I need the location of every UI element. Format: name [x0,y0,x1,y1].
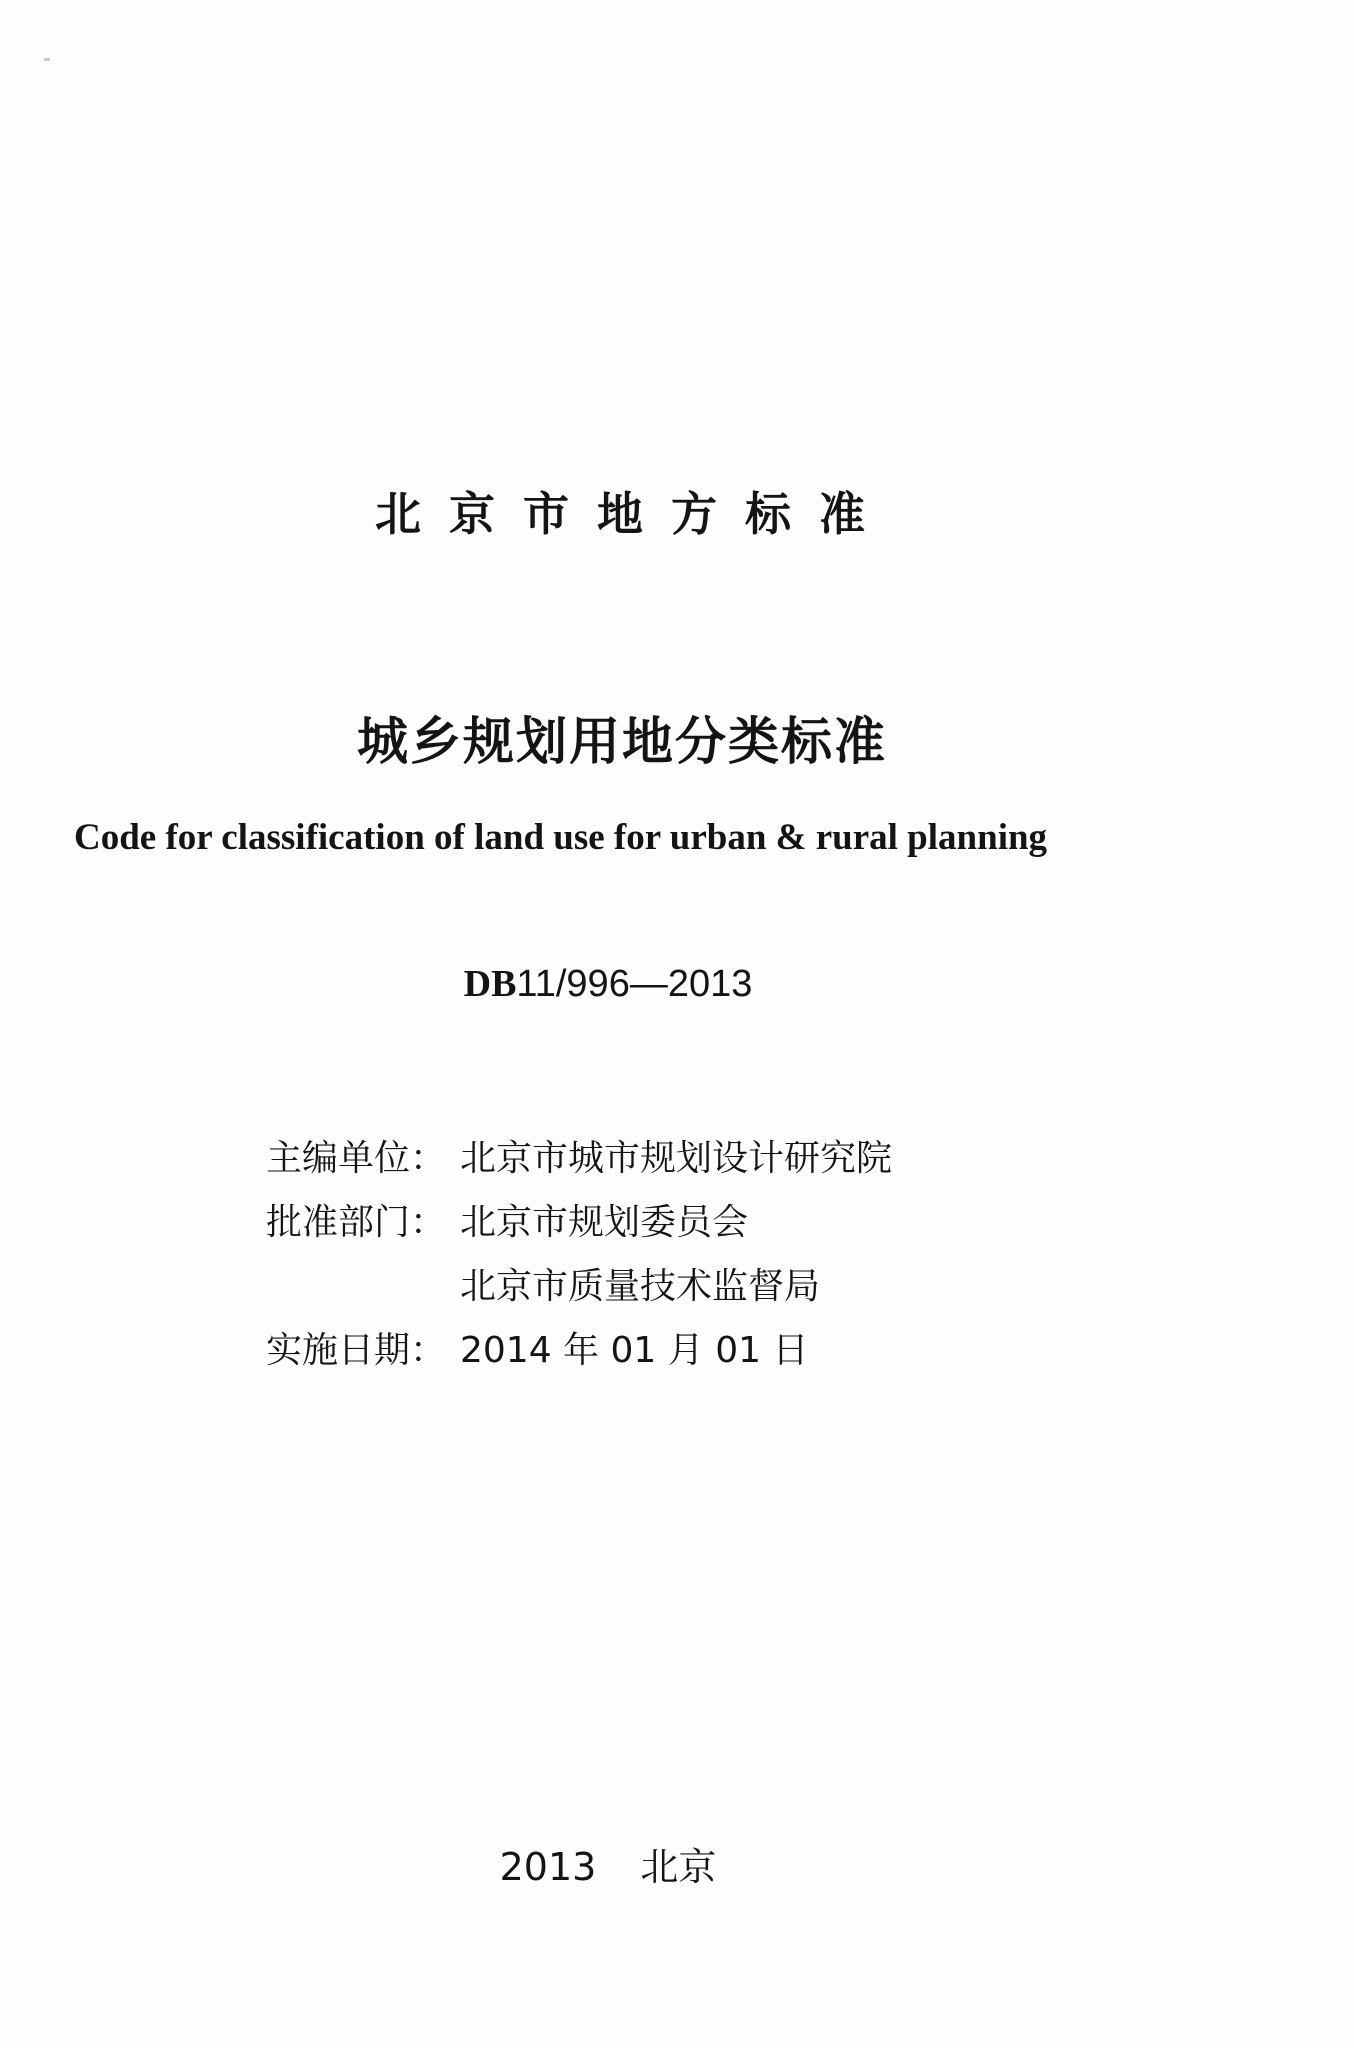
approver-label-spacer [266,1255,460,1319]
editor-row [266,1127,892,1191]
series-title: 北京市地方标准 [375,487,893,541]
editor-label: 主编单位： [266,1138,447,1179]
date-label: 实施日期： [266,1330,447,1371]
scan-speck [44,58,50,61]
standard-number [0,962,1354,1006]
editor-value: 北京市城市规划设计研究院 [460,1138,893,1179]
date-row [266,1319,892,1383]
approver-label: 批准部门： [266,1202,447,1243]
publication-footer [0,1836,1354,1891]
standard-number-prefix: DB [463,963,517,1005]
publication-info [266,1127,892,1383]
approver-row [266,1191,892,1255]
footer-place: 北京 [640,1845,717,1889]
approver-value-1: 北京市规划委员会 [460,1202,749,1243]
footer-year: 2013 [499,1845,597,1889]
standard-number-code: 11/996—2013 [516,963,753,1005]
date-value: 2014 年 01 月 01 日 [460,1330,809,1371]
approver-value-2: 北京市质量技术监督局 [460,1266,821,1307]
document-title-english: Code for classification of land use for urban & rural planning [74,817,1048,858]
document-title-chinese: 城乡规划用地分类标准 [356,713,887,772]
approver-row-2 [266,1255,892,1319]
